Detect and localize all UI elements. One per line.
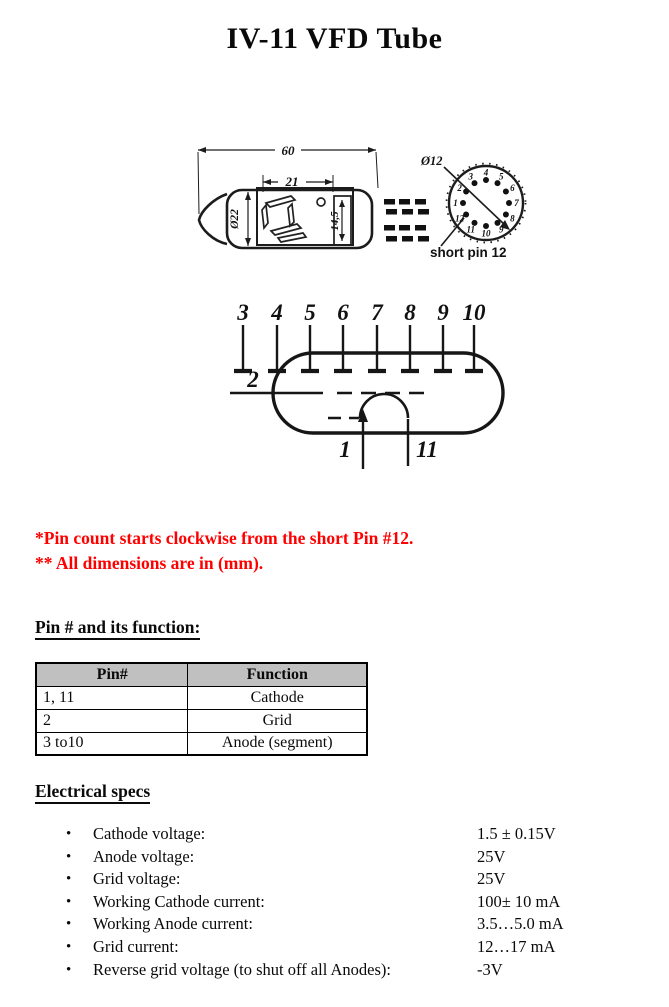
svg-text:5: 5 xyxy=(499,171,504,182)
spec-item: • Anode voltage: 25V xyxy=(35,846,645,869)
bullet-icon: • xyxy=(66,961,72,978)
bullet-icon: • xyxy=(66,893,72,910)
svg-text:5: 5 xyxy=(304,300,316,325)
table-row: 1, 11 Cathode xyxy=(36,686,367,709)
bullet-icon: • xyxy=(66,848,72,865)
svg-text:10: 10 xyxy=(462,300,486,325)
svg-text:3: 3 xyxy=(468,171,474,182)
spec-item: • Working Anode current: 3.5…5.0 mA xyxy=(35,913,645,936)
table-row: 3 to10 Anode (segment) xyxy=(36,732,367,755)
dim-22-label: Ø22 xyxy=(229,209,241,229)
tube-tip xyxy=(199,194,227,244)
svg-text:10: 10 xyxy=(481,228,491,239)
bullet-icon: • xyxy=(66,938,72,955)
table-header-row xyxy=(36,663,367,686)
svg-text:4: 4 xyxy=(483,167,489,178)
spec-item: • Working Cathode current: 100± 10 mA xyxy=(35,891,645,914)
table-row: 2 Grid xyxy=(36,709,367,732)
svg-text:6: 6 xyxy=(510,182,515,193)
svg-text:2: 2 xyxy=(247,367,259,392)
spec-item: • Grid voltage: 25V xyxy=(35,868,645,891)
spec-item: • Reverse grid voltage (to shut off all Anodes): -3V xyxy=(35,959,645,982)
svg-text:2: 2 xyxy=(457,182,462,193)
electrical-specs-list xyxy=(35,823,645,981)
bullet-icon: • xyxy=(66,871,72,888)
dim-145-label: 14,5 xyxy=(329,211,341,231)
dim-21-label: 21 xyxy=(285,174,299,189)
bullet-icon: • xyxy=(66,916,72,933)
tube-schematic xyxy=(218,292,518,472)
svg-text:12: 12 xyxy=(455,213,465,224)
red-footnotes xyxy=(35,526,413,576)
svg-text:1: 1 xyxy=(339,437,351,462)
anode-pins xyxy=(243,325,474,371)
electrical-specs-heading: Electrical specs xyxy=(35,781,150,802)
svg-text:6: 6 xyxy=(337,300,349,325)
bullet-icon: • xyxy=(66,826,72,842)
footnote-dimensions: ** All dimensions are in (mm). xyxy=(35,553,264,573)
dim-60-label: 60 xyxy=(281,143,295,158)
dim-12-label: Ø12 xyxy=(421,154,443,168)
svg-text:7: 7 xyxy=(371,300,383,325)
tube-outline-drawing xyxy=(188,138,548,270)
svg-text:11: 11 xyxy=(416,437,438,462)
dim-22 xyxy=(245,192,251,246)
svg-text:8: 8 xyxy=(510,213,515,224)
page-title: IV-11 VFD Tube xyxy=(226,22,443,55)
digit-segments xyxy=(262,196,325,242)
svg-text:4: 4 xyxy=(271,300,283,325)
pin-leads xyxy=(384,199,429,242)
svg-text:3: 3 xyxy=(237,300,249,325)
col-header-pin: Pin# xyxy=(36,663,188,686)
pin-function-table xyxy=(35,662,368,756)
spec-item: • Grid current: 12…17 mA xyxy=(35,936,645,959)
short-pin-label: short pin 12 xyxy=(430,245,507,260)
spec-item: • Cathode voltage: 1.5 ± 0.15V xyxy=(35,823,645,846)
svg-text:11: 11 xyxy=(466,224,476,235)
svg-text:7: 7 xyxy=(514,198,519,208)
svg-text:9: 9 xyxy=(499,224,504,235)
col-header-function: Function xyxy=(188,663,367,686)
svg-text:8: 8 xyxy=(404,300,416,325)
decimal-point xyxy=(317,198,325,206)
footnote-pin-count: *Pin count starts clockwise from the short Pin #12. xyxy=(35,528,414,548)
pin-function-heading: Pin # and its function: xyxy=(35,617,200,638)
svg-text:1: 1 xyxy=(453,198,458,208)
svg-text:9: 9 xyxy=(437,300,449,325)
